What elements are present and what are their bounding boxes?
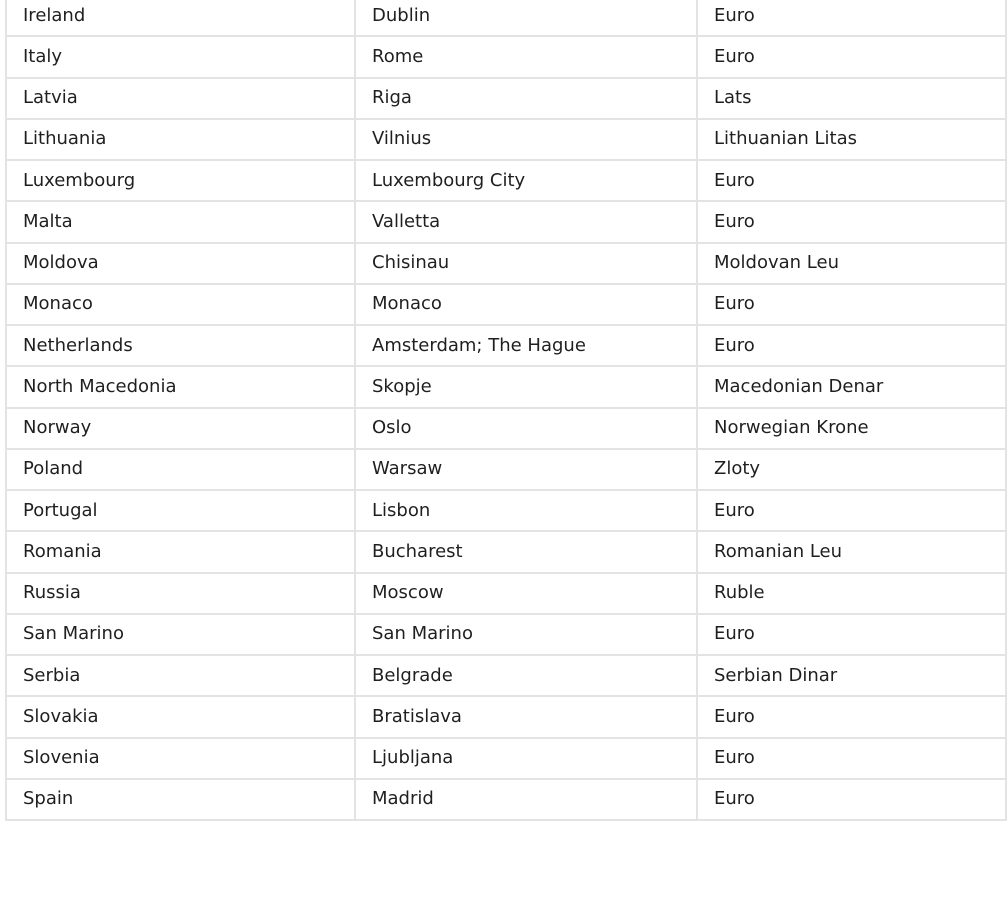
- table-row: [6, 284, 1006, 325]
- country-cell: Serbia: [6, 655, 355, 696]
- country-cell: Spain: [6, 779, 355, 820]
- table-row: [6, 655, 1006, 696]
- capital-cell: Oslo: [355, 408, 697, 449]
- table-row: [6, 531, 1006, 572]
- country-cell: Norway: [6, 408, 355, 449]
- table-row: [6, 119, 1006, 160]
- capital-cell: Madrid: [355, 779, 697, 820]
- country-table-container: [5, 0, 1005, 821]
- capital-cell: Vilnius: [355, 119, 697, 160]
- country-cell: Slovenia: [6, 738, 355, 779]
- currency-cell: Euro: [697, 738, 1006, 779]
- country-cell: Romania: [6, 531, 355, 572]
- currency-cell: Macedonian Denar: [697, 366, 1006, 407]
- currency-cell: Ruble: [697, 573, 1006, 614]
- capital-cell: Lisbon: [355, 490, 697, 531]
- currency-cell: Euro: [697, 160, 1006, 201]
- capital-cell: Bratislava: [355, 696, 697, 737]
- country-cell: Latvia: [6, 78, 355, 119]
- currency-cell: Euro: [697, 779, 1006, 820]
- table-row: [6, 36, 1006, 77]
- country-cell: Portugal: [6, 490, 355, 531]
- country-cell: San Marino: [6, 614, 355, 655]
- table-row: [6, 696, 1006, 737]
- country-cell: Italy: [6, 36, 355, 77]
- country-cell: Moldova: [6, 243, 355, 284]
- table-row: [6, 243, 1006, 284]
- capital-cell: Dublin: [355, 0, 697, 36]
- country-cell: Luxembourg: [6, 160, 355, 201]
- capital-cell: Amsterdam; The Hague: [355, 325, 697, 366]
- capital-cell: Belgrade: [355, 655, 697, 696]
- currency-cell: Lithuanian Litas: [697, 119, 1006, 160]
- capital-cell: Rome: [355, 36, 697, 77]
- table-row: [6, 325, 1006, 366]
- table-row: [6, 490, 1006, 531]
- currency-cell: Moldovan Leu: [697, 243, 1006, 284]
- currency-cell: Euro: [697, 696, 1006, 737]
- currency-cell: Euro: [697, 614, 1006, 655]
- currency-cell: Euro: [697, 0, 1006, 36]
- capital-cell: San Marino: [355, 614, 697, 655]
- currency-cell: Romanian Leu: [697, 531, 1006, 572]
- table-row: [6, 779, 1006, 820]
- country-cell: Slovakia: [6, 696, 355, 737]
- table-row: [6, 408, 1006, 449]
- table-row: [6, 201, 1006, 242]
- capital-cell: Chisinau: [355, 243, 697, 284]
- table-row: [6, 573, 1006, 614]
- capital-cell: Moscow: [355, 573, 697, 614]
- capital-cell: Luxembourg City: [355, 160, 697, 201]
- currency-cell: Lats: [697, 78, 1006, 119]
- table-row: [6, 78, 1006, 119]
- country-cell: Netherlands: [6, 325, 355, 366]
- currency-cell: Serbian Dinar: [697, 655, 1006, 696]
- capital-cell: Skopje: [355, 366, 697, 407]
- country-table: [5, 0, 1007, 821]
- currency-cell: Euro: [697, 284, 1006, 325]
- country-cell: Ireland: [6, 0, 355, 36]
- capital-cell: Warsaw: [355, 449, 697, 490]
- currency-cell: Euro: [697, 201, 1006, 242]
- table-row: [6, 366, 1006, 407]
- country-cell: Malta: [6, 201, 355, 242]
- currency-cell: Norwegian Krone: [697, 408, 1006, 449]
- capital-cell: Monaco: [355, 284, 697, 325]
- table-row: [6, 0, 1006, 36]
- currency-cell: Euro: [697, 36, 1006, 77]
- currency-cell: Euro: [697, 490, 1006, 531]
- capital-cell: Ljubljana: [355, 738, 697, 779]
- table-row: [6, 614, 1006, 655]
- capital-cell: Valletta: [355, 201, 697, 242]
- country-cell: Poland: [6, 449, 355, 490]
- capital-cell: Bucharest: [355, 531, 697, 572]
- table-row: [6, 449, 1006, 490]
- country-cell: Monaco: [6, 284, 355, 325]
- currency-cell: Zloty: [697, 449, 1006, 490]
- capital-cell: Riga: [355, 78, 697, 119]
- table-row: [6, 160, 1006, 201]
- country-cell: Lithuania: [6, 119, 355, 160]
- currency-cell: Euro: [697, 325, 1006, 366]
- country-cell: North Macedonia: [6, 366, 355, 407]
- table-row: [6, 738, 1006, 779]
- country-cell: Russia: [6, 573, 355, 614]
